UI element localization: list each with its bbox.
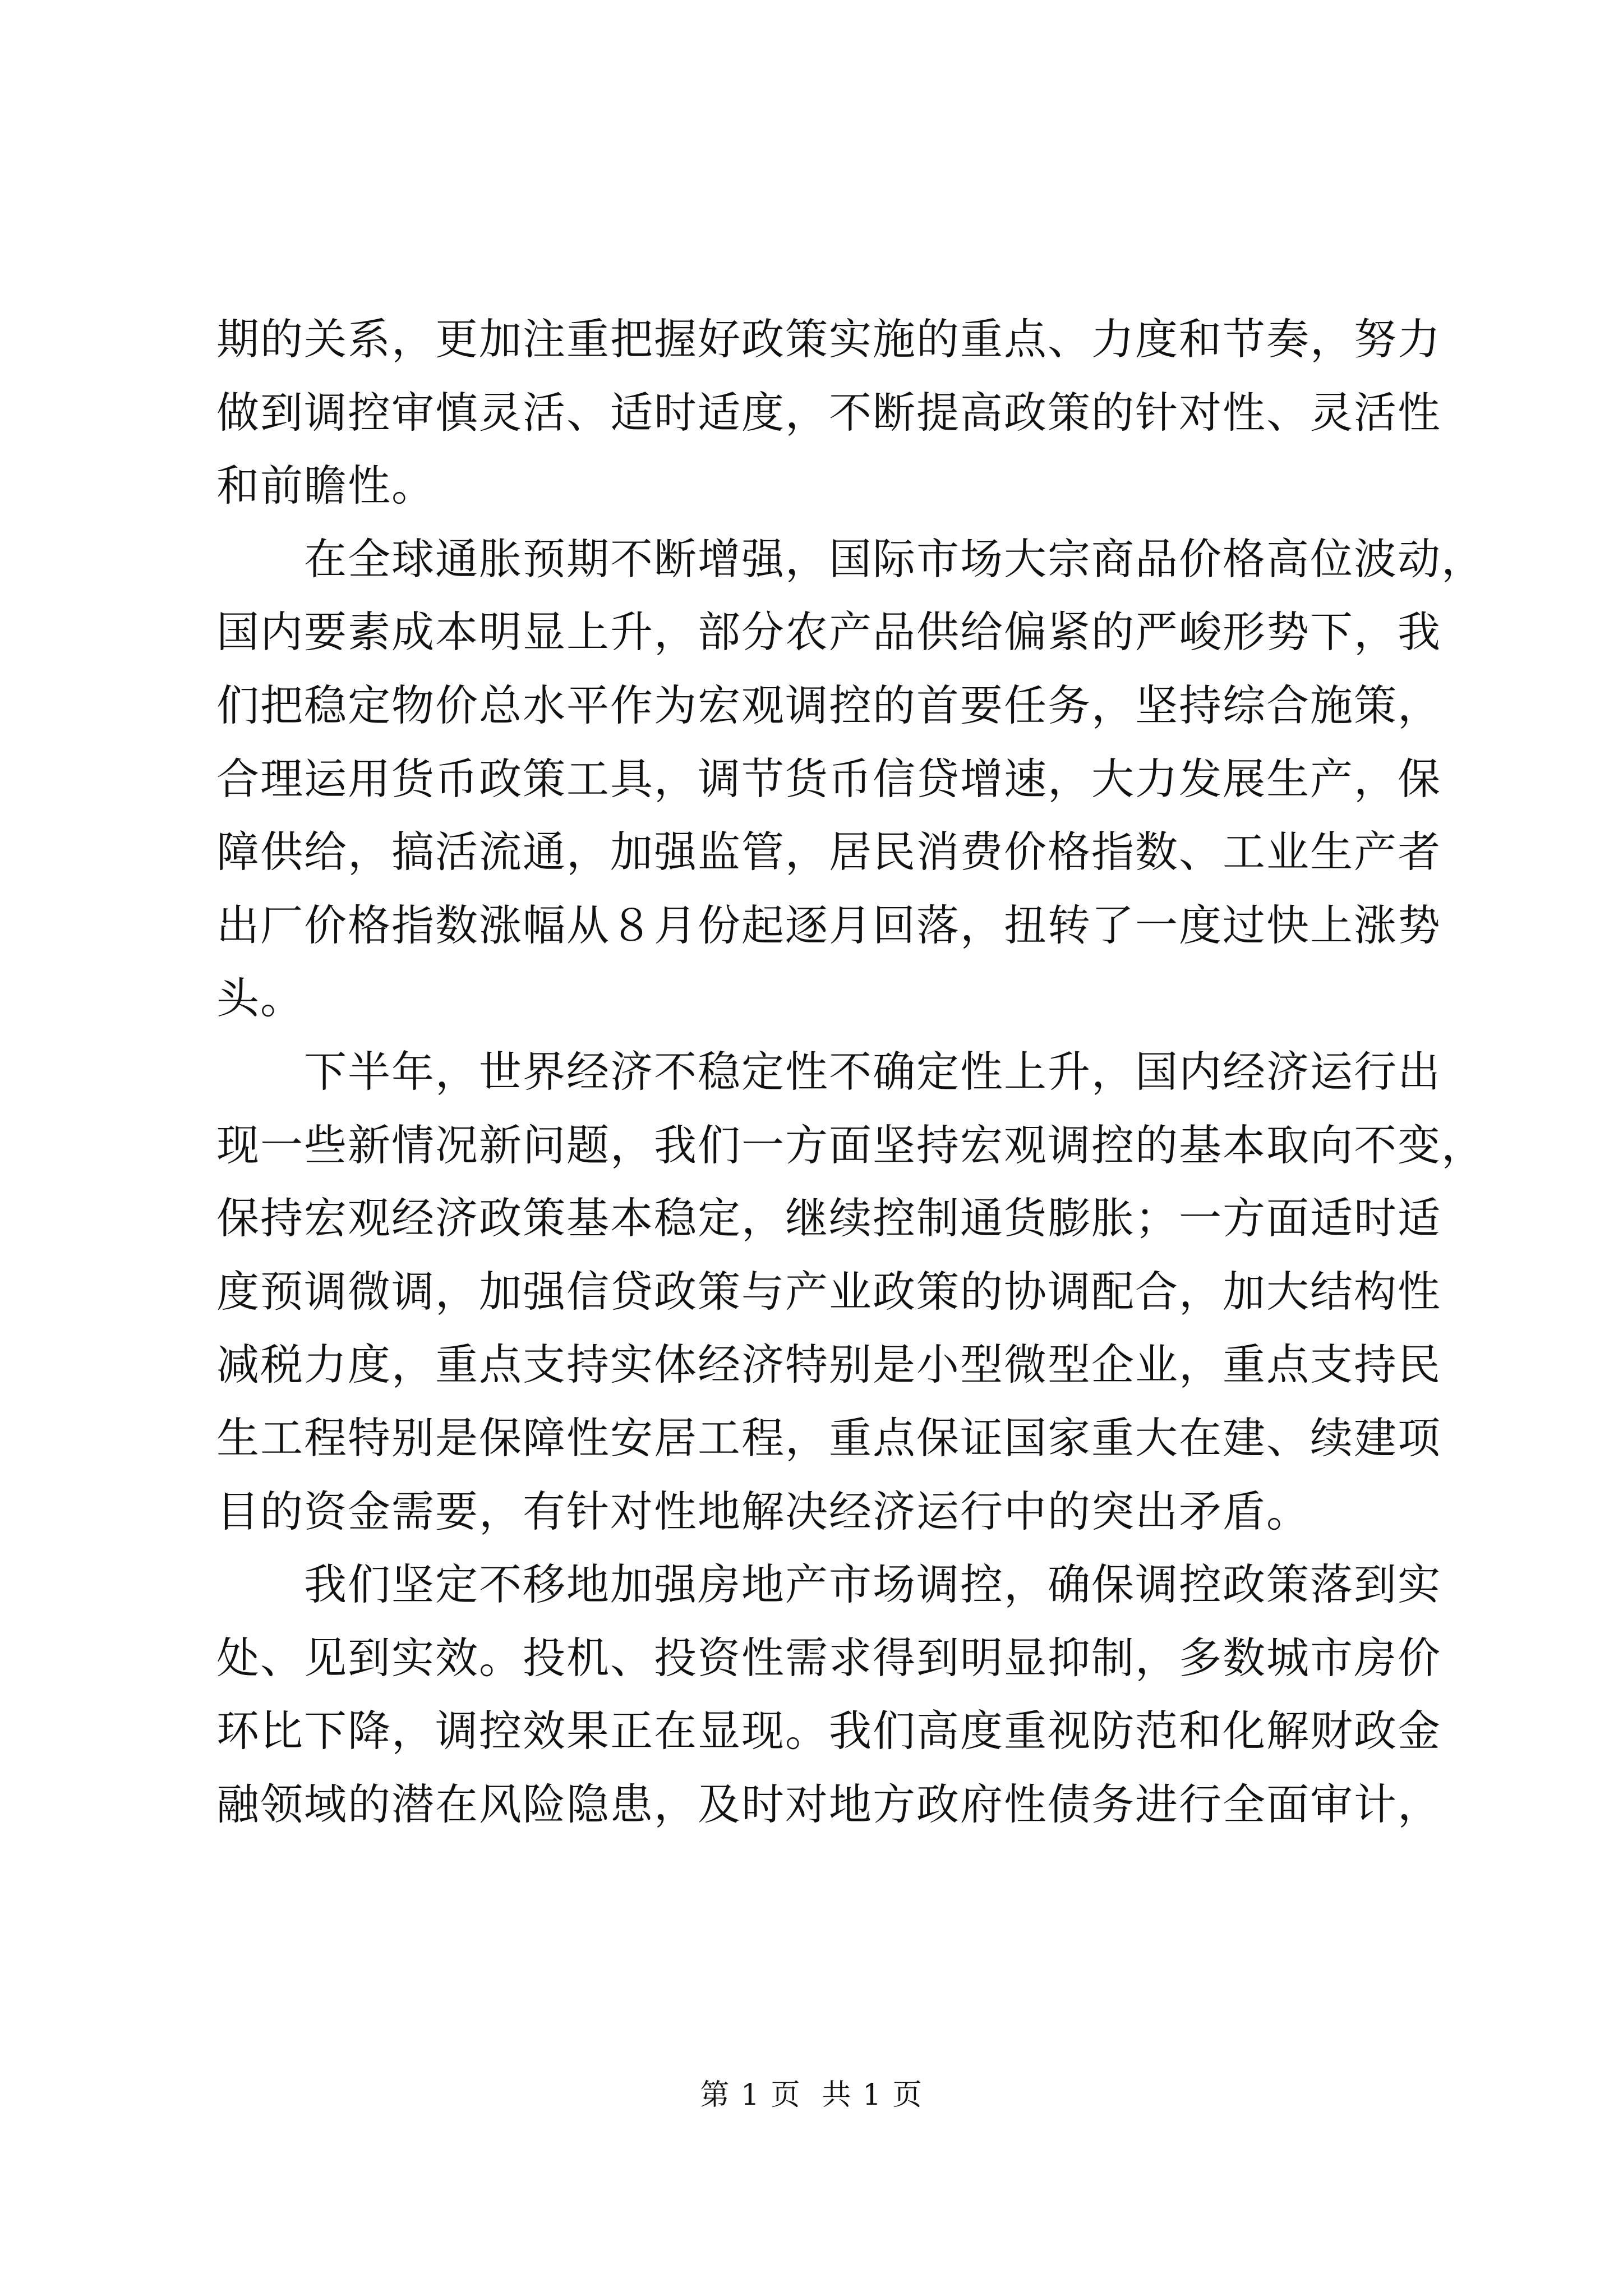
text-line: 我们坚定不移地加强房地产市场调控，确保调控政策落到实	[216, 1559, 1441, 1610]
text-line: 们把稳定物价总水平作为宏观调控的首要任务，坚持综合施策，	[216, 680, 1441, 730]
text-line: 度预调微调，加强信贷政策与产业政策的协调配合，加大结构性	[216, 1266, 1441, 1317]
text-line: 做到调控审慎灵活、适时适度，不断提高政策的针对性、灵活性	[216, 387, 1441, 438]
text-line: 合理运用货币政策工具，调节货币信贷增速，大力发展生产，保	[216, 753, 1441, 804]
text-line: 出厂价格指数涨幅从８月份起逐月回落，扭转了一度过快上涨势	[216, 900, 1441, 950]
text-line: 和前瞻性。	[216, 461, 435, 511]
text-line: 环比下降，调控效果正在显现。我们高度重视防范和化解财政金	[216, 1706, 1441, 1756]
text-line: 现一些新情况新问题，我们一方面坚持宏观调控的基本取向不变，	[216, 1120, 1485, 1170]
text-line: 期的关系，更加注重把握好政策实施的重点、力度和节奏，努力	[216, 314, 1441, 364]
text-line: 处、见到实效。投机、投资性需求得到明显抑制，多数城市房价	[216, 1632, 1441, 1683]
text-line: 障供给，搞活流通，加强监管，居民消费价格指数、工业生产者	[216, 827, 1441, 877]
text-line: 目的资金需要，有针对性地解决经济运行中的突出矛盾。	[216, 1486, 1310, 1536]
text-line: 融领域的潜在风险隐患，及时对地方政府性债务进行全面审计，	[216, 1779, 1441, 1829]
text-line: 减税力度，重点支持实体经济特别是小型微型企业，重点支持民	[216, 1340, 1441, 1390]
paragraph-2	[216, 523, 1485, 1036]
text-line: 国内要素成本明显上升，部分农产品供给偏紧的严峻形势下，我	[216, 607, 1441, 657]
paragraph-3	[216, 1036, 1485, 1548]
text-line: 保持宏观经济政策基本稳定，继续控制通货膨胀；一方面适时适	[216, 1193, 1441, 1244]
text-line: 在全球通胀预期不断增强，国际市场大宗商品价格高位波动，	[216, 533, 1485, 584]
text-line: 下半年，世界经济不稳定性不确定性上升，国内经济运行出	[216, 1046, 1441, 1097]
paragraph-1	[216, 303, 1441, 523]
text-line: 头。	[216, 973, 304, 1024]
page-footer: 第 1 页 共 1 页	[700, 2078, 923, 2112]
text-line: 生工程特别是保障性安居工程，重点保证国家重大在建、续建项	[216, 1412, 1441, 1463]
body-text	[216, 303, 1485, 1841]
paragraph-4	[216, 1548, 1441, 1841]
